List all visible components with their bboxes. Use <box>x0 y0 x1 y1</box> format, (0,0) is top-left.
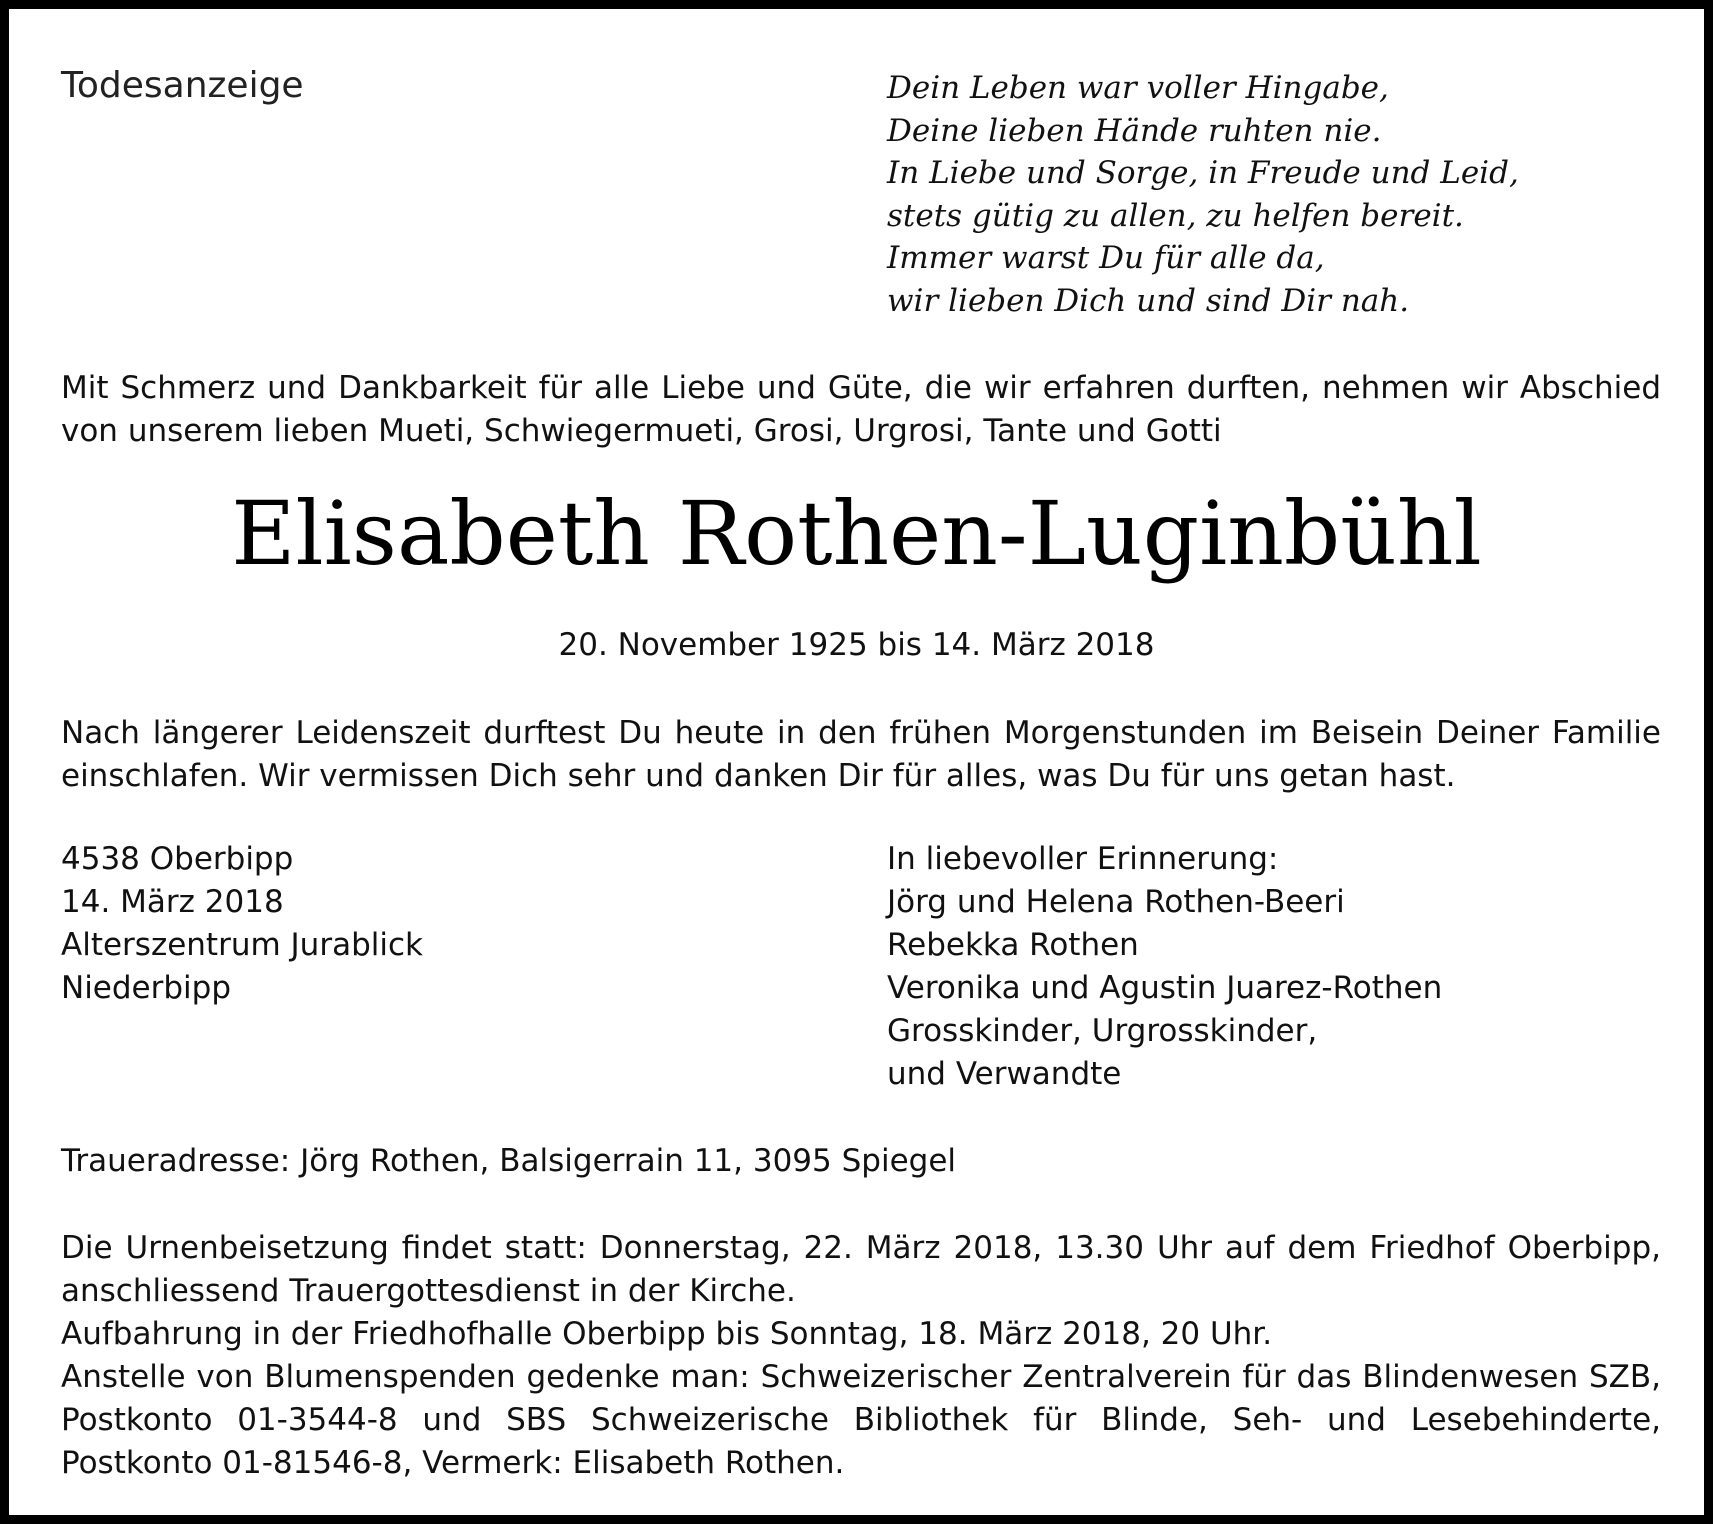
deceased-name: Elisabeth Rothen-Luginbühl <box>231 482 1482 585</box>
poem-line: Immer warst Du für alle da, <box>887 240 1325 276</box>
place-line: Alterszentrum Jurablick <box>61 927 423 963</box>
intro-paragraph: Mit Schmerz und Dankbarkeit für alle Liebe und Güte, die wir erfahren durften, nehmen wir Abschied von unserem lieben Mueti, Schwiegermueti, Grosi, Urgrosi, Tante und Gotti <box>61 370 1661 449</box>
poem-line: stets gütig zu allen, zu helfen bereit. <box>887 197 1464 234</box>
poem-line: In Liebe und Sorge, in Freude und Leid, <box>887 155 1519 191</box>
place-and-date <box>61 838 423 1010</box>
memorial-poem <box>887 67 1519 322</box>
place-line: 14. März 2018 <box>61 884 284 920</box>
life-dates: 20. November 1925 bis 14. März 2018 <box>558 627 1155 663</box>
place-line: 4538 Oberbipp <box>61 841 294 877</box>
mourner-line: Veronika und Agustin Juarez-Rothen <box>887 970 1443 1006</box>
arrangement-paragraph: Aufbahrung in der Friedhofhalle Oberbipp bis Sonntag, 18. März 2018, 20 Uhr. <box>61 1316 1273 1352</box>
mourner-line: Grosskinder, Urgrosskinder, <box>887 1013 1318 1049</box>
mourners-list <box>887 838 1442 1096</box>
funeral-arrangements <box>61 1227 1661 1485</box>
poem-line: Deine lieben Hände ruhten nie. <box>887 112 1382 149</box>
mourning-address: Traueradresse: Jörg Rothen, Balsigerrain 11, 3095 Spiegel <box>61 1143 957 1179</box>
mourner-line: Jörg und Helena Rothen-Beeri <box>887 884 1345 920</box>
mourner-line: In liebevoller Erinnerung: <box>887 841 1279 877</box>
mourner-line: und Verwandte <box>887 1056 1122 1092</box>
farewell-message: Nach längerer Leidenszeit durftest Du heute in den frühen Morgenstunden im Beisein Deiner Familie einschlafen. Wir vermissen Dich sehr und danken Dir für alles, was Du für uns getan hast. <box>61 715 1661 794</box>
place-line: Niederbipp <box>61 970 232 1006</box>
mourner-line: Rebekka Rothen <box>887 927 1139 963</box>
notice-heading: Todesanzeige <box>61 65 304 106</box>
poem-line: Dein Leben war voller Hingabe, <box>887 70 1389 106</box>
arrangement-paragraph: Die Urnenbeisetzung findet statt: Donnerstag, 22. März 2018, 13.30 Uhr auf dem Friedhof Oberbipp, anschliessend Trauergottesdienst in der Kirche. <box>61 1230 1661 1309</box>
poem-line: wir lieben Dich und sind Dir nah. <box>887 282 1410 319</box>
arrangement-paragraph: Anstelle von Blumenspenden gedenke man: Schweizerischer Zentralverein für das Blindenwesen SZB, Postkonto 01-3544-8 und SBS Schweizerische Bibliothek für Blinde, Seh- und Lesebehinderte, Postkonto 01-81546-8, Vermerk: Elisabeth Rothen. <box>61 1359 1661 1481</box>
